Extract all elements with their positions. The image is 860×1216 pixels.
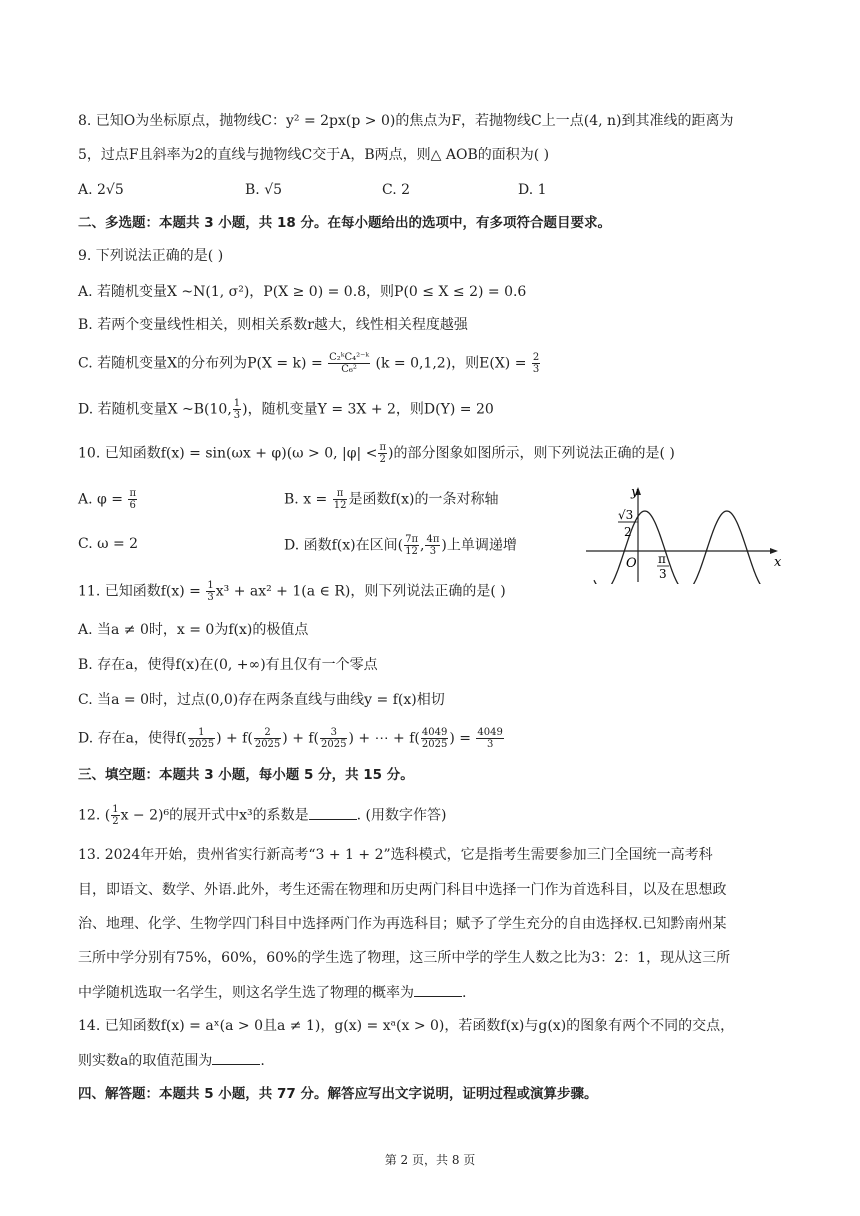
- q9-c-numerator: C₂ᵏC₄²⁻ᵏ: [329, 352, 370, 363]
- q11-d-t3-num: 3: [320, 727, 347, 739]
- q12-answer-blank[interactable]: [309, 805, 357, 820]
- q10-d-f1-den: 12: [405, 546, 418, 557]
- q10-d-text-2: )上单调递增: [441, 537, 517, 554]
- q14-line-1: 14. 已知函数f(x) = aˣ(a > 0且a ≠ 1)，g(x) = xᵃ(x > 0)，若函数f(x)与g(x)的图象有两个不同的交点，: [78, 1018, 735, 1034]
- q11-stem-text-1: 11. 已知函数f(x) =: [78, 583, 201, 600]
- q10-a-fraction: [128, 488, 137, 511]
- y-tick-numerator: √3: [618, 508, 634, 522]
- q13-line-3: 治、地理、化学、生物学四门科目中选择两门作为再选科目；赋予了学生充分的自由选择权.已知黔南州某: [78, 916, 727, 932]
- q11-d-term-2: [254, 727, 281, 750]
- q10-b-text-2: 是函数f(x)的一条对称轴: [348, 491, 499, 508]
- q9-option-c: [78, 352, 541, 375]
- q11-stem-num: 1: [207, 580, 214, 591]
- q10-stem-text-1: 10. 已知函数f(x) = sin(ωx + φ)(ω > 0, |φ| <: [78, 445, 378, 462]
- q11-d-plus-2: ) + f(: [282, 730, 320, 747]
- q11-d-t2-num: 2: [254, 727, 281, 739]
- q10-stem-den: 2: [379, 454, 386, 465]
- q10-d-fraction-1: [404, 534, 419, 557]
- q11-d-t4-den: 2025: [421, 739, 448, 750]
- section-4-heading: 四、解答题：本题共 5 小题，共 77 分。解答应写出文字说明，证明过程或演算步骤。: [78, 1086, 598, 1102]
- q8-option-d: D. 1: [518, 182, 547, 198]
- q11-d-plus-1: ) + f(: [216, 730, 253, 747]
- y-tick-denominator: 2: [624, 525, 632, 539]
- q14-tail: .: [260, 1053, 265, 1069]
- q12-text-1: 12. (: [78, 807, 111, 824]
- q9-stem: 9. 下列说法正确的是( ): [78, 248, 224, 264]
- q11-d-t2-den: 2025: [254, 739, 281, 750]
- q11-option-d: [78, 727, 505, 750]
- q10-stem-num: π: [379, 442, 387, 453]
- q8-line1: 8. 已知O为坐标原点，抛物线C：y² = 2px(p > 0)的焦点为F，若抛物线C上一点(4, n)到其准线的距离为: [78, 113, 734, 129]
- q9-c-fraction-prob: [328, 352, 370, 375]
- q10-d-f2-num: 4π: [426, 534, 440, 545]
- q11-stem-fraction: [206, 580, 214, 603]
- q13-line-5: [78, 982, 466, 1003]
- q12-text-3: . (用数字作答): [356, 807, 447, 824]
- q11-d-term-1: [188, 727, 215, 750]
- q10-stem-text-2: )的部分图象如图所示，则下列说法正确的是( ): [388, 445, 675, 462]
- q12-text-2: x − 2)⁶的展开式中x³的系数是: [120, 807, 309, 824]
- q10-option-c: C. ω = 2: [78, 536, 139, 552]
- q11-d-r-den: 3: [486, 739, 494, 750]
- q10-b-text-1: B. x =: [284, 491, 328, 508]
- q11-d-equals: ) =: [449, 730, 471, 747]
- q9-option-a: A. 若随机变量X ~N(1, σ²)，P(X ≥ 0) = 0.8，则P(0 ≤ X ≤ 2) = 0.6: [78, 284, 527, 300]
- q8-option-b: B. √5: [245, 182, 283, 198]
- origin-label: O: [626, 556, 637, 571]
- q10-a-text: A. φ =: [78, 491, 123, 508]
- q11-d-t1-num: 1: [188, 727, 215, 739]
- q13-line-4: 三所中学分别有75%，60%，60%的学生选了物理，这三所中学的学生人数之比为3：2：1，现从这三所: [78, 950, 731, 966]
- q10-d-fraction-2: [425, 534, 440, 557]
- q9-d-den: 3: [233, 410, 241, 421]
- q11-d-plus-3: ) + ⋯ + f(: [348, 730, 420, 747]
- q13-tail: .: [462, 985, 467, 1001]
- section-3-heading: 三、填空题：本题共 3 小题，每小题 5 分，共 15 分。: [78, 767, 414, 783]
- q10-b-fraction: [333, 488, 348, 511]
- q14-line-2-text: 则实数a的取值范围为: [78, 1053, 213, 1069]
- q10-option-d: D. 函数f(x)在区间( $\frac{7\pi}{12}$ , $\frac{4\pi}{3}$ )上单调递增: [284, 534, 517, 557]
- q10-stem: [78, 442, 675, 465]
- q11-d-t1-den: 2025: [188, 739, 215, 750]
- q8-option-c: C. 2: [382, 182, 411, 198]
- q9-c-ex-den: 3: [532, 364, 540, 375]
- q12-fraction: [111, 804, 119, 827]
- q9-c-fraction-ex: [532, 352, 540, 375]
- y-axis-label: y: [631, 485, 639, 500]
- x-axis-arrow: [770, 548, 778, 554]
- q10-option-b: [284, 488, 498, 511]
- q13-line-5-text: 中学随机选取一名学生，则这名学生选了物理的概率为: [78, 985, 414, 1001]
- q11-stem-den: 3: [207, 592, 214, 603]
- x-tick-denominator: 3: [659, 567, 667, 581]
- q9-d-num: 1: [233, 398, 241, 409]
- q10-sine-graph: [586, 484, 786, 584]
- q8-line2: 5，过点F且斜率为2的直线与抛物线C交于A，B两点，则△ AOB的面积为( ): [78, 147, 550, 163]
- q10-a-num: π: [129, 488, 137, 499]
- q11-option-b: B. 存在a，使得f(x)在(0, +∞)有且仅有一个零点: [78, 657, 378, 673]
- q11-option-a: A. 当a ≠ 0时，x = 0为f(x)的极值点: [78, 622, 309, 638]
- q9-d-fraction: [233, 398, 241, 421]
- q10-b-num: π: [333, 488, 348, 500]
- q12-den: 2: [112, 816, 119, 827]
- q9-d-text-2: )，随机变量Y = 3X + 2，则D(Y) = 20: [242, 401, 494, 418]
- q12: [78, 804, 446, 827]
- q10-option-a: [78, 488, 138, 511]
- q10-a-den: 6: [129, 500, 136, 511]
- q11-d-result: [476, 727, 503, 750]
- q11-d-t4-num: 4049: [421, 727, 448, 738]
- q9-c-text-1: C. 若随机变量X的分布列为P(X = k) =: [78, 355, 323, 372]
- q11-d-term-4: [421, 727, 448, 750]
- q11-d-text-1: D. 存在a，使得f(: [78, 730, 187, 747]
- q11-d-term-3: [320, 727, 347, 750]
- q10-d-f2-den: 3: [429, 546, 437, 557]
- q11-stem-text-2: x³ + ax² + 1(a ∈ R)，则下列说法正确的是( ): [215, 583, 506, 600]
- q10-d-text-1: D. 函数f(x)在区间(: [284, 537, 404, 554]
- x-tick-numerator: π: [658, 552, 666, 566]
- q9-c-text-2: (k = 0,1,2)，则E(X) =: [375, 355, 527, 372]
- q10-stem-fraction: [378, 442, 387, 465]
- q12-num: 1: [112, 804, 119, 815]
- q14-answer-blank[interactable]: [212, 1050, 260, 1065]
- q13-answer-blank[interactable]: [414, 982, 462, 997]
- q13-line-2: 目，即语文、数学、外语.此外，考生还需在物理和历史两门科目中选择一门作为首选科目，以及在思想政: [78, 882, 727, 898]
- q11-option-c: C. 当a = 0时，过点(0,0)存在两条直线与曲线y = f(x)相切: [78, 692, 445, 708]
- q9-option-b: B. 若两个变量线性相关，则相关系数r越大，线性相关程度越强: [78, 317, 468, 333]
- q9-c-ex-num: 2: [532, 352, 540, 363]
- q13-line-1: 13. 2024年开始，贵州省实行新高考“3 + 1 + 2”选科模式，它是指考生需要参加三门全国统一高考科: [78, 847, 713, 863]
- q14-line-2: [78, 1050, 265, 1071]
- q11-d-r-num: 4049: [477, 727, 503, 738]
- q9-option-d: [78, 398, 494, 421]
- page-footer: 第 2 页，共 8 页: [384, 1153, 476, 1167]
- q10-b-den: 12: [333, 500, 347, 511]
- q9-d-text-1: D. 若随机变量X ~B(10,: [78, 401, 232, 418]
- q11-d-t3-den: 2025: [321, 739, 347, 750]
- q9-c-denominator: C₆²: [341, 364, 357, 375]
- q11-stem: [78, 580, 506, 603]
- x-axis-label: x: [774, 555, 782, 570]
- section-2-heading: 二、多选题：本题共 3 小题，共 18 分。在每小题给出的选项中，有多项符合题目要求。: [78, 215, 611, 231]
- q8-option-a: A. 2√5: [78, 182, 124, 198]
- q10-d-f1-num: 7π: [405, 534, 419, 545]
